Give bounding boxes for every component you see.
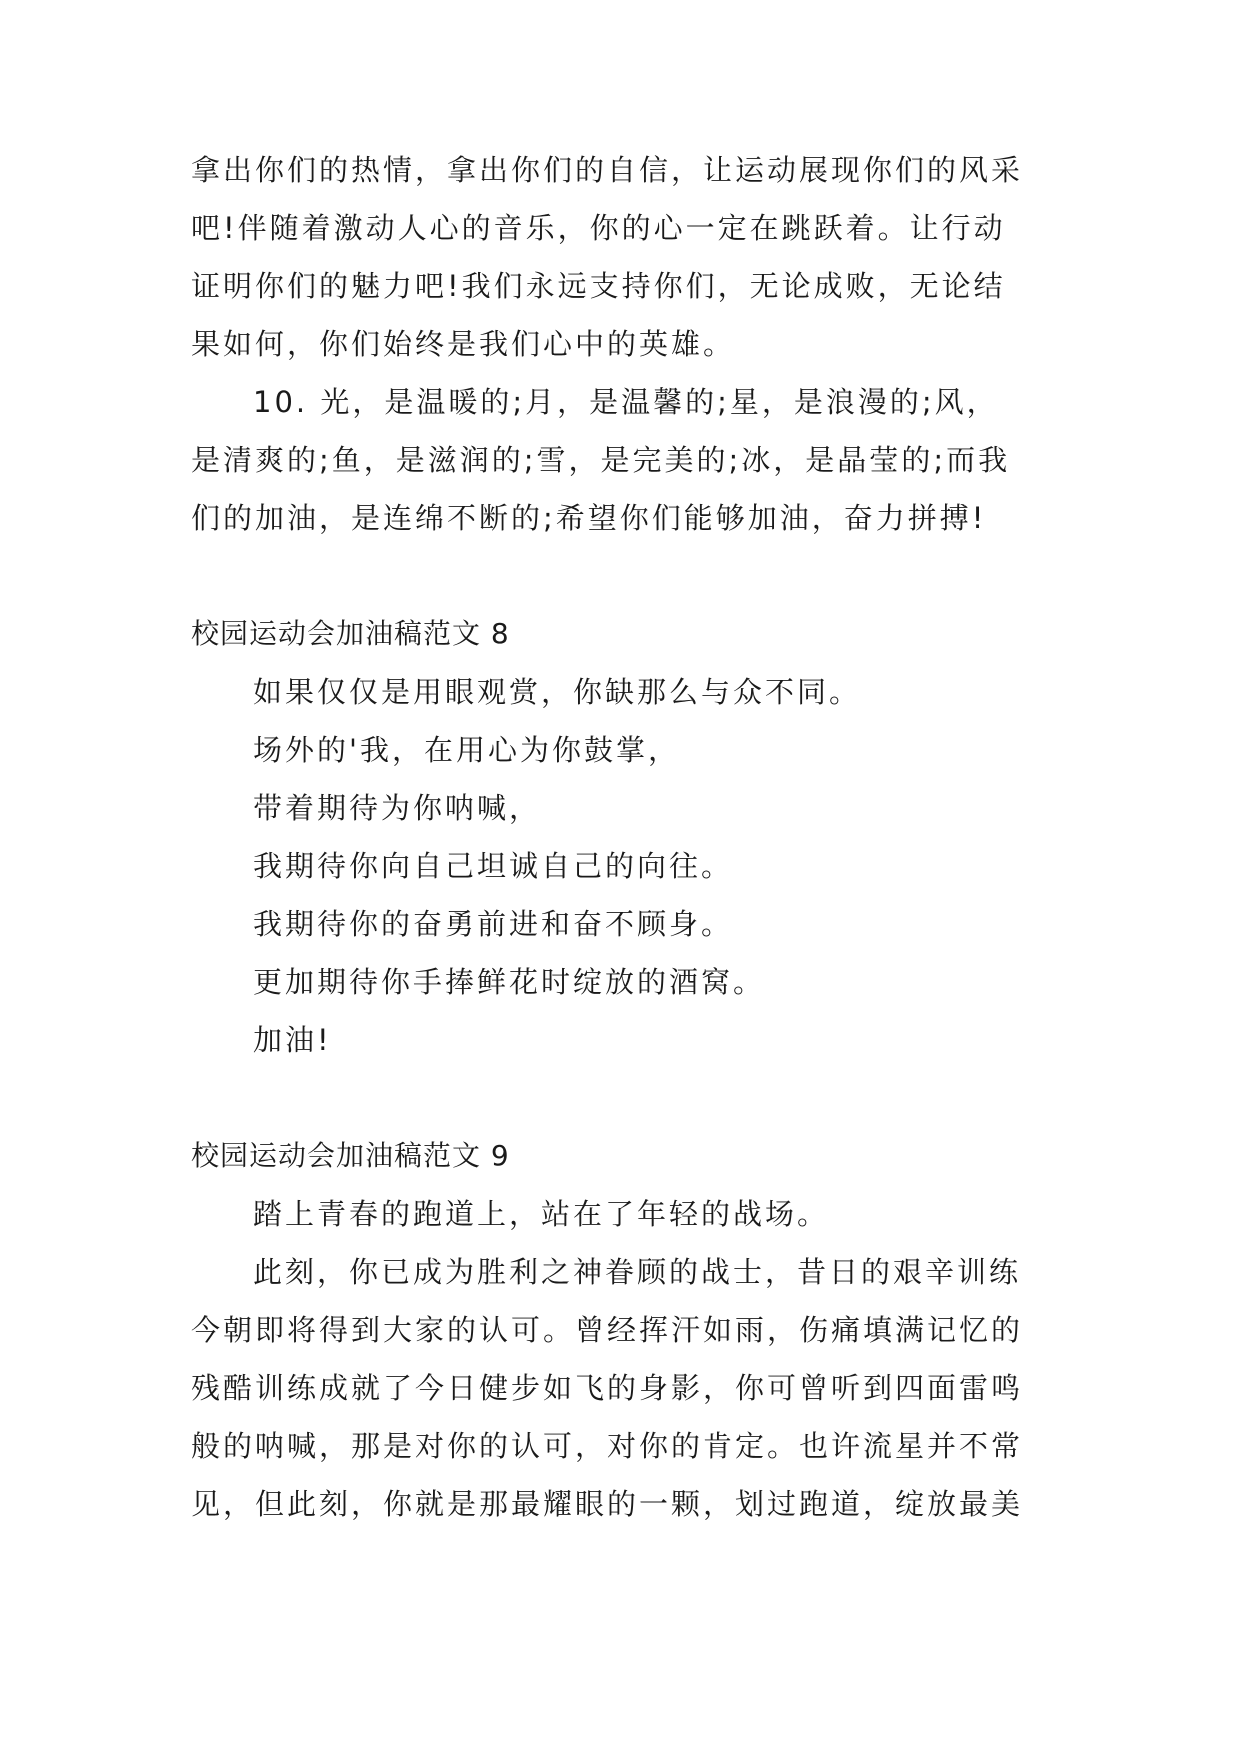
paragraph-line: 是清爽的;鱼，是滋润的;雪，是完美的;冰，是晶莹的;而我 (191, 443, 1011, 477)
poem-line: 加油! (253, 1023, 332, 1057)
paragraph-line: 证明你们的魅力吧!我们永远支持你们，无论成败，无论结 (191, 269, 1006, 303)
poem-line: 我期待你的奋勇前进和奋不顾身。 (253, 907, 734, 941)
paragraph-line: 吧!伴随着激动人心的音乐，你的心一定在跳跃着。让行动 (191, 211, 1006, 245)
section-title: 校园运动会加油稿范文 9 (191, 1139, 510, 1172)
poem-line: 如果仅仅是用眼观赏，你缺那么与众不同。 (253, 675, 862, 709)
paragraph-line: 踏上青春的跑道上，站在了年轻的战场。 (253, 1197, 830, 1231)
paragraph-line: 残酷训练成就了今日健步如飞的身影，你可曾听到四面雷鸣 (191, 1371, 1024, 1405)
section-title: 校园运动会加油稿范文 8 (191, 617, 510, 650)
paragraph-line: 般的呐喊，那是对你的认可，对你的肯定。也许流星并不常 (191, 1429, 1024, 1463)
section-gap (191, 547, 1051, 605)
poem-line: 带着期待为你呐喊， (253, 791, 542, 825)
paragraph-line: 此刻，你已成为胜利之神眷顾的战士，昔日的艰辛训练 (253, 1255, 1022, 1289)
paragraph-line: 今朝即将得到大家的认可。曾经挥汗如雨，伤痛填满记忆的 (191, 1313, 1024, 1347)
document-body (191, 141, 1051, 1533)
poem-line: 场外的'我，在用心为你鼓掌， (253, 733, 680, 767)
paragraph-line: 果如何，你们始终是我们心中的英雄。 (191, 327, 736, 361)
paragraph-line: 10. 光，是温暖的;月，是温馨的;星，是浪漫的;风， (253, 385, 999, 419)
poem-line: 更加期待你手捧鲜花时绽放的酒窝。 (253, 965, 766, 999)
paragraph-line: 拿出你们的热情，拿出你们的自信，让运动展现你们的风采 (191, 153, 1024, 187)
paragraph-line: 见，但此刻，你就是那最耀眼的一颗，划过跑道，绽放最美 (191, 1487, 1024, 1521)
section-gap (191, 1069, 1051, 1127)
poem-line: 我期待你向自己坦诚自己的向往。 (253, 849, 734, 883)
paragraph-line: 们的加油，是连绵不断的;希望你们能够加油，奋力拼搏! (191, 501, 987, 535)
